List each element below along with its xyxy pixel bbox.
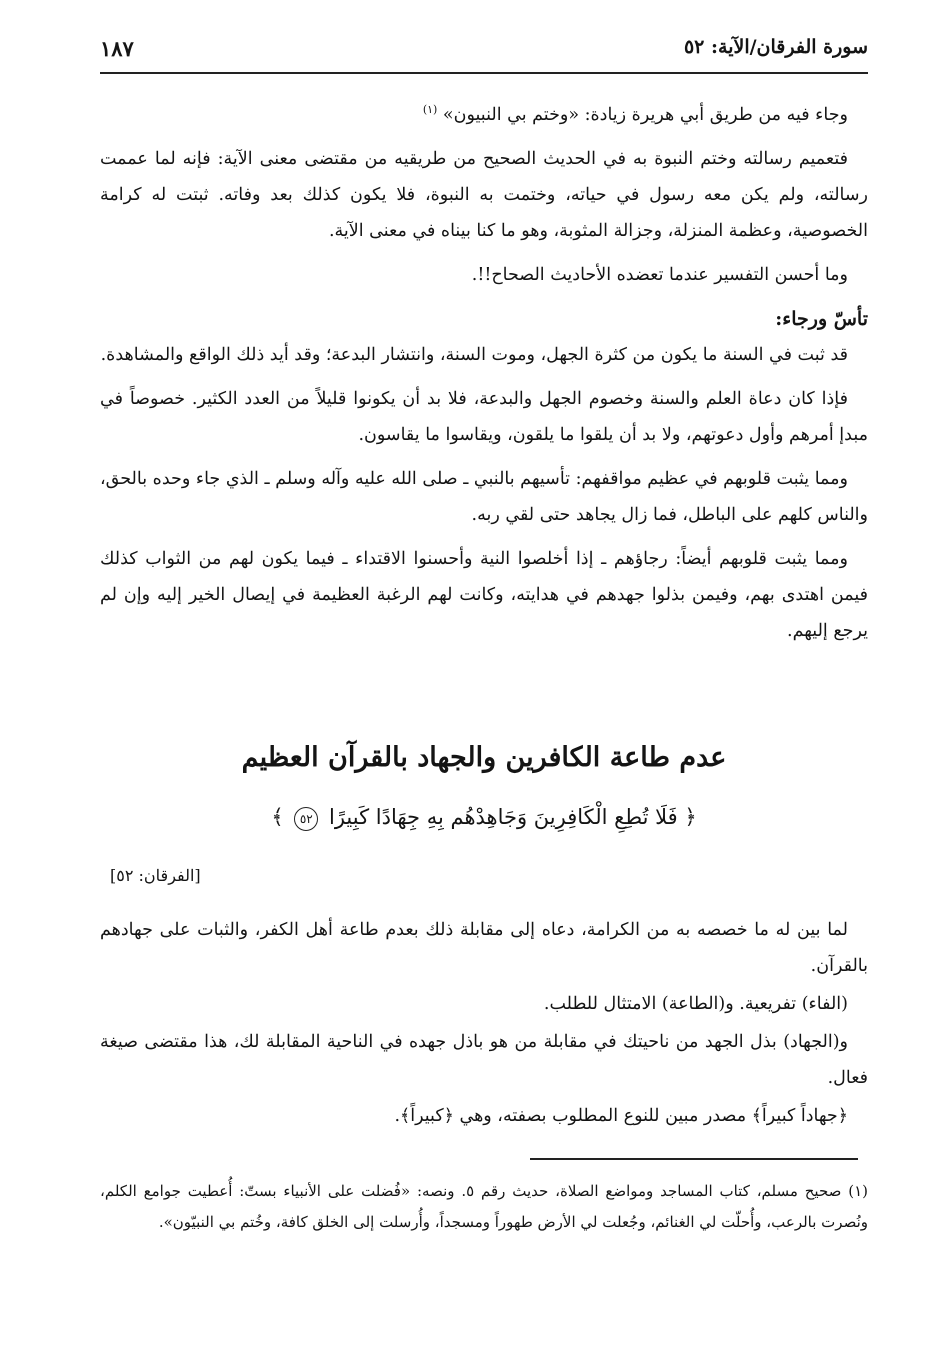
- footnote: (١) صحيح مسلم، كتاب المساجد ومواضع الصلاة، حديث رقم ٥. ونصه: «فُضلت على الأنبياء بستّ: أُعطيت جوامع الكلم، ونُصرت بالرعب، وأُحلّت لي الغنائم، وجُعلت لي الأرض طهوراً ومسجداً، وأُرسلت إلى الخلق كافة، وخُتم بي النبيّون».: [100, 1182, 868, 1231]
- header-rule: [100, 72, 868, 74]
- paragraph-following-prophet: ومما يثبت قلوبهم في عظيم مواقفهم: تأسيهم بالنبي ـ صلى الله عليه وآله وسلم ـ الذي جاء وحده بالحق، والناس كلهم على الباطل، فما زال يجاهد حتى لقي ربه.: [100, 468, 868, 525]
- paragraph-hadith-addition: [100, 92, 868, 133]
- paragraph-after-honor: لما بين له ما خصصه به من الكرامة، دعاه إلى مقابلة ذلك بعدم طاعة أهل الكفر، والثبات على جهادهم بالقرآن.: [100, 920, 868, 976]
- paragraph-jihadan-kabiran: ﴿جهاداً كبيراً﴾ مصدر مبين للنوع المطلوب بصفته، وهي ﴿كبيراً﴾.: [394, 1106, 848, 1126]
- paragraph-callers-few: فإذا كان دعاة العلم والسنة وخصوم الجهل والبدعة، فلا بد أن يكونوا قليلاً من العدد الكثير. خصوصاً في مبدإ أمرهم وأول دعوتهم، ولا بد أن يلقوا ما يلقون، ويقاسوا ما يقاسون.: [100, 388, 868, 445]
- ayah-number-badge: ٥٢: [294, 807, 318, 831]
- main-text-bottom: [100, 912, 868, 1136]
- verse-text: فَلَا تُطِعِ الْكَافِرِينَ وَجَاهِدْهُم بِهِ جِهَادًا كَبِيرًا: [329, 805, 678, 829]
- paragraph-text: وجاء فيه من طريق أبي هريرة زيادة: «وختم بي النبيون»: [442, 104, 848, 125]
- paragraph-fa-explanation: (الفاء) تفريعية. و(الطاعة) الامتثال للطلب.: [543, 994, 848, 1014]
- paragraph-sunnah-proven: قد ثبت في السنة ما يكون من كثرة الجهل، وموت السنة، وانتشار البدعة؛ وقد أيد ذلك الواقع والمشاهدة.: [100, 344, 848, 365]
- verse-open-bracket: ﴿: [684, 805, 697, 829]
- main-text-top: [100, 92, 868, 657]
- footnote-marker: (١): [422, 103, 438, 116]
- running-head: سورة الفرقان/الآية: ٥٢: [683, 36, 868, 58]
- verse-close-bracket: ﴾: [271, 805, 284, 829]
- paragraph-jihad-definition: و(الجهاد) بذل الجهد من ناحيتك في مقابلة من هو باذل جهده في الناحية المقابلة لك، هذا مقتضى صيغة فعال.: [100, 1032, 868, 1088]
- verse-reference: [الفرقان: ٥٢]: [110, 866, 201, 885]
- chapter-title: عدم طاعة الكافرين والجهاد بالقرآن العظيم: [241, 742, 727, 773]
- paragraph-generalization: فتعميم رسالته وختم النبوة به في الحديث الصحيح من طريقيه من مقتضى معنى الآية: فإنه لما عممت رسالته، ولم يكن معه رسول في حياته، وختمت به النبوة، فلا يكون كذلك بعد وفاته. ثبتت له كرامة الخصوصية، وعظمة المنزلة، وجزالة المثوبة، وهو ما كنا بيناه في معنى الآية.: [100, 148, 868, 241]
- subheading-consolation: تأسّ ورجاء:: [775, 307, 868, 330]
- footnote-rule: [530, 1158, 858, 1160]
- paragraph-best-tafsir: وما أحسن التفسير عندما تعضده الأحاديث الصحاح!!.: [471, 264, 848, 285]
- paragraph-hope: ومما يثبت قلوبهم أيضاً: رجاؤهم ـ إذا أخلصوا النية وأحسنوا الاقتداء ـ فيما يكون لهم من الثواب كذلك فيمن اهتدى بهم، وفيمن بذلوا جهدهم في هدايته، وكانت لهم الرغبة العظيمة في إيصال الخير إليه وإن لم يرجع إليهم.: [100, 548, 868, 641]
- page-number: ١٨٧: [100, 36, 134, 61]
- quran-verse: [100, 795, 868, 839]
- page-header: [100, 36, 868, 72]
